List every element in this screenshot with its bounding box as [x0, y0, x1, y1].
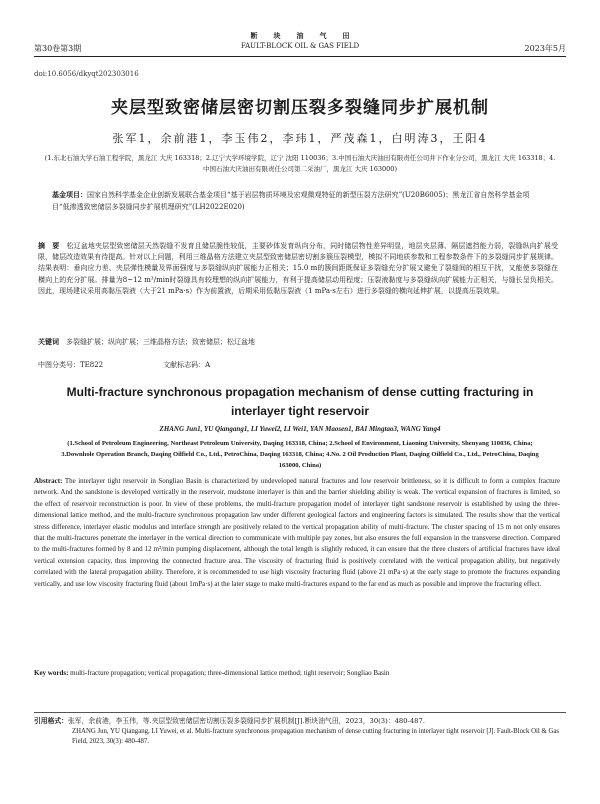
authors-en: ZHANG Jun1, YU Qiangang1, LI Yuwei2, LI Wei1, YAN Maosen1, BAI Mingtao3, WANG Yang4	[159, 425, 441, 433]
citation-en: ZHANG Jun, YU Qiangang, LI Yuwei, et al. Multi-fracture synchronous propagation mechanism of dense cutting fracturing in interlayer tight reservoir [J]. Fault-Block Oil & Gas Field, 2023, 30(3): 480-487.	[72, 727, 560, 745]
clc-code: TE822	[80, 361, 104, 369]
authors-cn: 张军1，余前港1，李玉伟2，李玮1，严茂森1，白明涛3，王阳4	[112, 132, 488, 145]
journal-name	[34, 30, 566, 52]
abstract-en-label: Abstract:	[34, 477, 63, 485]
title-cn: 夹层型致密储层密切割压裂多裂缝同步扩展机制	[111, 98, 489, 118]
abstract-en	[34, 476, 560, 590]
fund-info	[52, 189, 544, 213]
keywords-en-text: multi-fracture propagation; vertical propagation; three-dimensional lattice method; tight reservoir; Songliao Basin	[70, 669, 390, 677]
title-en: Multi-fracture synchronous propagation mechanism of dense cutting fracturing in interlayer tight reservoir	[66, 385, 534, 418]
keywords-en	[34, 668, 560, 679]
fund-text: 国家自然科学基金企业创新发展联合基金项目“基于岩层物质环境及宏观微观特征的新型压裂方法研究”(U20B6005)；黑龙江省自然科学基金项目“低渗透致密储层多裂缝同步扩展机理研究”(LH2022E020)	[52, 191, 530, 211]
abstract-en-text: The interlayer tight reservoir in Songliao Basin is characterized by undeveloped natural fractures and low reservoir brittleness, so it is difficult to form a complex fracture network. And the sandstone is developed vertically in the reservoir, mudstone interlayer is thin and the barrier shielding ability is weak. The vertical expansion of fractures is limited, so the effect of reservoir reconstruction is poor. In view of these problems, the multi-fracture propagation model of interlayer tight sandstone reservoir is established by using the three-dimensional lattice method, and the multi-fracture synchronous propagation law under different geological factors and engineering factors is simulated. The results show that the vertical stress difference, interlayer elastic modulus and interface strength are positively related to the vertical propagation ability of multi-fracture. The cluster spacing of 15 m not only ensures that the multi-fractures penetrate the interlayer in the vertical direction to communicate with multiple pay zones, but also ensures the full expansion in the transverse direction. Compared to the multi-fractures formed by 8 and 12 m³/min pumping displacement, although the total length is slightly reduced, it can ensure that the three clusters of artificial fractures have ideal vertical extension capacity, thus improving the connected fracture area. The viscosity of fracturing fluid is positively correlated with the vertical propagation ability, but negatively correlated with the lateral propagation ability. Therefore, it is recommended to use high viscosity fracturing fluid (above 21 mPa·s) at the early stage to promote the fractures expanding vertically, and use low viscosity fracturing fluid (about 1mPa·s) at the later stage to make multi-fractures expand to the far end as much as possible and improve the fracturing effect.	[34, 477, 560, 588]
abstract-cn-text: 松辽盆地夹层型致密储层天然裂缝不发育且储层脆性较低，主要砂体发育纵向分布，同时储层物性差异明显，地层夹层薄、隔层遮挡能力弱，裂缝纵向扩展受限，储层改造效果有待提高。针对以上问题，利用三维晶格方法建立夹层型致密储层密切割多簇压裂模型，模拟不同地质参数和工程参数条件下的多裂缝同步扩展规律。结果表明：垂向应力差、夹层弹性模量及界面强度与多裂缝纵向扩展能力正相关；15.0 m的簇间距既保证多裂缝充分扩展又避免了裂缝间的相互干扰，又能使多裂缝在横向上的充分扩展。排量为8~12 m³/min时裂缝具有较理想的纵向扩展能力，有利于提高储层动用程度；压裂液黏度与多裂缝纵向扩展能力正相关，与缝长呈负相关。因此，现场建议采用高黏压裂液（大于21 mPa·s）作为前置液，后期采用低黏压裂液（1 mPa·s左右）进行多裂缝的横向延伸扩展，以提高压裂效果。	[38, 242, 558, 295]
affiliations-en: (1.School of Petroleum Engineering, Northeast Petroleum University, Daqing 163318, China; 2.School of Environment, Liaoning University, Shenyang 110036, China; 3.Downhole Operation Branch, Daqing Oilfield Co., Ltd., PetroChina, Daqing 163318, China; 4.No. 2 Oil Production Plant, Daqing Oilfield Co., Ltd., PetroChina, Daqing 163000, China)	[61, 440, 539, 469]
abstract-cn	[38, 240, 558, 297]
running-header	[34, 20, 566, 60]
doc-code-label: 文献标志码：	[163, 361, 206, 369]
citation-cn: 张军，余前港，李玉伟，等.夹层型致密储层密切割压裂多裂缝同步扩展机制[J].断块油气田，2023，30(3)：480-487.	[67, 717, 425, 725]
classification	[38, 360, 210, 370]
keywords-cn-label: 关键词	[38, 337, 59, 346]
journal-name-cn: 断块油气田	[250, 31, 366, 40]
header-divider	[34, 56, 566, 57]
issue-date: 2023年5月	[524, 44, 566, 53]
doi: doi:10.6056/dkyqt202303016	[34, 70, 139, 78]
citation-divider	[34, 712, 566, 713]
citation	[34, 716, 566, 748]
keywords-en-label: Key words:	[34, 669, 69, 677]
volume-issue: 第30卷第3期	[34, 44, 82, 53]
fund-label: 基金项目：	[52, 190, 87, 199]
journal-name-en: FAULT-BLOCK OIL & GAS FIELD	[240, 42, 360, 50]
keywords-cn	[38, 337, 255, 347]
affiliations-cn: (1.东北石油大学石油工程学院，黑龙江 大庆 163318；2.辽宁大学环境学院，辽宁 沈阳 110036；3.中国石油大庆油田有限责任公司井下作业分公司，黑龙江 大庆 163318；4.中国石油大庆油田有限责任公司第二采油厂，黑龙江 大庆 163000)	[44, 154, 556, 173]
clc-label: 中图分类号：	[38, 361, 80, 369]
doc-code: A	[205, 361, 211, 369]
citation-label: 引用格式：	[34, 717, 68, 725]
abstract-cn-label: 摘 要	[38, 241, 60, 250]
keywords-cn-text: 多裂缝扩展；纵向扩展；三维晶格方法；致密储层；松辽盆地	[66, 338, 255, 346]
